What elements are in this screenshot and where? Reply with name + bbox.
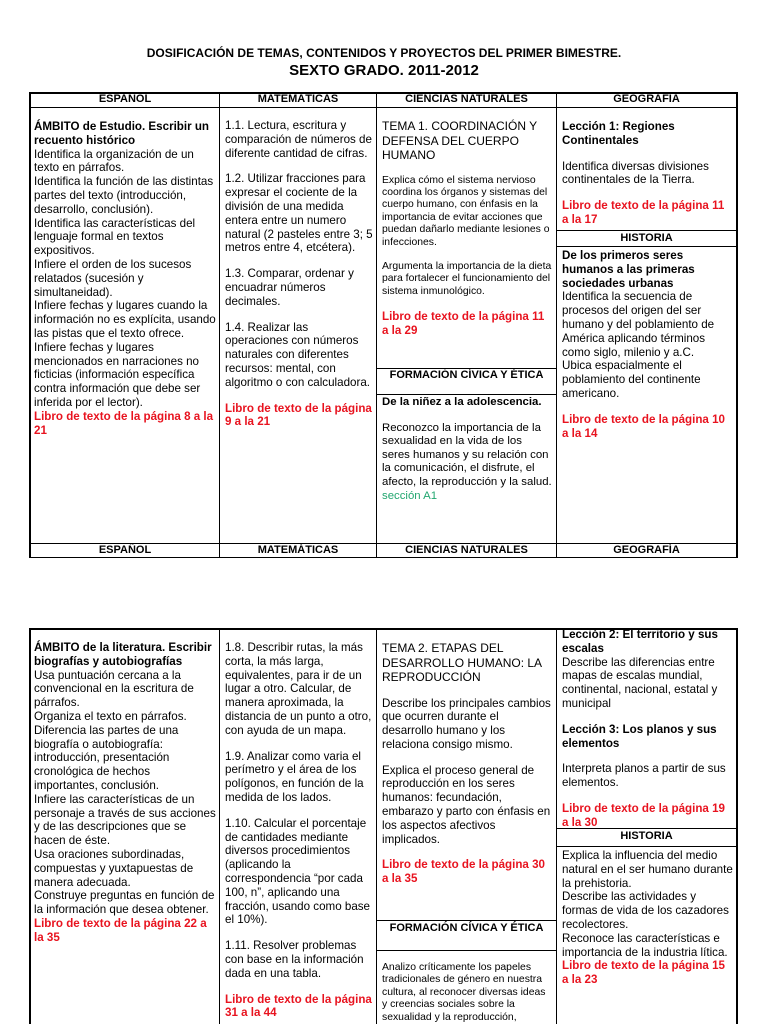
espanol-item: Infiere fechas y lugares cuando la información no es explícita, usando las pistas que el texto ofrece. [34,299,216,340]
espanol-item: Diferencia las partes de una biografía o autobiografía: introducción, presentación cronológica de hechos importantes, conclusión. [34,723,179,792]
ciencias-cell-2 [382,641,552,886]
matematicas-item: 1.8. Describir rutas, la más corta, la más larga, equivalentes, para ir de un lugar a otro. Calcular, de manera aproximada, la distancia de un punto a otro, con ayuda de un mapa. [225,641,372,737]
ciencias-paragraph: Describe los principales cambios que ocurren durante el desarrollo humano y los relaciona consigo mismo. [382,696,551,751]
civica2-top-rule [376,920,557,921]
historia-cell-2 [562,849,734,987]
espanol-item: Usa puntuación cercana a la convencional en la escritura de párrafos. [34,668,194,710]
footer-geografia: GEOGRAFÍA [613,544,680,556]
espanol-heading: ÁMBITO de la literatura. Escribir biografías y autobiografías [34,641,212,668]
footer-matematicas: MATEMÁTICAS [257,544,339,556]
header-ciencias: CIENCIAS NATURALES [405,93,528,105]
matematicas-item: 1.2. Utilizar fracciones para expresar el cociente de la división de una medida entera entre un numero natural (2 pasteles entre 3; 5 metros entre 4, etcétera). [225,172,373,255]
table1-left-border [29,92,31,558]
table2-col-divider-3 [556,628,557,1024]
geografia-heading: Lección 1: Regiones Continentales [562,120,675,147]
historia-header: HISTORIA [620,232,673,244]
geografia-text: Describe las diferencias entre mapas de escalas mundial, continental, nacional, estatal y municipal [562,655,718,710]
ciencias-paragraph: Explica el proceso general de reproducción en los seres humanos: fecundación, embarazo y parto con énfasis en los aspectos afectivos implicados. [382,763,551,846]
espanol-cell-1 [34,120,216,437]
table2-right-border [736,628,738,1024]
espanol-item: Identifica la organización de un texto en párrafos. [34,147,194,175]
espanol-item: Identifica la función de las distintas partes del texto (introducción, desarrollo, conclusión). [34,175,214,216]
matematicas-cell-1 [225,119,373,429]
table1-col-divider-3 [556,92,557,558]
historia1-top-rule [556,230,737,231]
ciencias-paragraph: Explica cómo el sistema nervioso coordina los órganos y sistemas del cuerpo humano, con énfasis en la importancia de evitar acciones que puedan dañarlo mediante lesiones o infecciones. [382,174,550,248]
historia-item: Explica la influencia del medio natural en el ser humano durante la prehistoria. [562,849,733,890]
espanol-item: Construye preguntas en función de la información que desea obtener. [34,889,215,917]
civica-header: FORMACIÓN CÍVICA Y ÉTICA [389,922,544,934]
civica-cell-2 [382,962,552,1024]
matematicas-item: 1.10. Calcular el porcentaje de cantidades mediante diversos procedimientos (aplicando la correspondencia “por cada 100, n”, aplicando una fracción, usando como base el 10%). [225,816,371,927]
geografia-cell-2 [562,628,734,830]
matematicas-item: 1.1. Lectura, escritura y comparación de números de diferente cantidad de cifras. [225,119,372,160]
table1-header-rule [29,107,737,108]
document-subtitle: SEXTO GRADO. 2011-2012 [289,62,479,79]
header-geografia: GEOGRAFÍA [613,93,680,105]
geografia-heading: Lección 3: Los planos y sus elementos [562,722,717,750]
historia-item: Identifica la secuencia de procesos del origen del ser humano y del poblamiento de América aplicando términos como siglo, milenio y a.C. [562,290,715,359]
table1-col-divider-1 [219,92,220,558]
geografia-text: Identifica diversas divisiones continentales de la Tierra. [562,159,709,187]
civica1-bottom-rule [376,394,557,395]
espanol-item: Infiere el orden de los sucesos relatados (sucesión y simultaneidad). [34,257,192,299]
matematicas-item: 1.4. Realizar las operaciones con números naturales con diferentes recursos: mental, con algoritmo o con calculadora. [225,320,371,389]
ciencias-tema: TEMA 1. COORDINACIÓN Y DEFENSA DEL CUERPO HUMANO [382,119,537,162]
table2-left-border [29,628,31,1024]
table2-col-divider-2 [376,628,377,1024]
espanol-cell-2 [34,641,216,945]
historia1-bottom-rule [556,246,737,247]
geografia-text: Interpreta planos a partir de sus elementos. [562,762,726,790]
espanol-item: Infiere las características de un personaje a través de sus acciones y de las descripciones que se hacen de éste. [34,792,216,848]
table2-col-divider-1 [219,628,220,1024]
civica-section: sección A1 [382,489,438,502]
footer-espanol: ESPAÑOL [98,544,152,556]
espanol-item: Identifica las características del lenguaje formal en textos expositivos. [34,216,196,258]
matematicas-item: 1.9. Analizar como varia el perímetro y el área de los polígonos, en función de la medida de los lados. [225,749,364,804]
ciencias-textbook-ref: Libro de texto de la página 30 a la 35 [382,858,545,886]
historia-textbook-ref: Libro de texto de la página 10 a la 14 [562,412,725,440]
matematicas-item: 1.3. Comparar, ordenar y encuadrar números decimales. [225,267,354,308]
espanol-textbook-ref: Libro de texto de la página 8 a la 21 [34,409,214,437]
geografia-textbook-ref: Libro de texto de la página 11 a la 17 [562,199,725,226]
historia-item: Ubica espacialmente el poblamiento del continente americano. [562,359,701,400]
header-matematicas: MATEMÁTICAS [257,93,339,105]
historia-header: HISTORIA [620,830,673,842]
espanol-item: Infiere fechas y lugares mencionados en narraciones no ficticias (información específica contra información que debe ser inferida por el lector). [34,340,201,409]
civica-header: FORMACIÓN CÍVICA Y ÉTICA [389,369,544,381]
historia-item: Describe las actividades y formas de vida de los cazadores recolectores. [562,890,729,931]
geografia-cell-1 [562,120,732,227]
geografia-heading: Lección 2: El territorio y sus escalas [562,628,718,655]
civica-text: Analizo críticamente los papeles tradicionales de género en nuestra cultura, al reconocer diversas ideas y creencias sociales sobre la sexualidad y la reproducción, [382,962,546,1023]
table1-right-border [736,92,738,558]
table1-col-divider-2 [376,92,377,558]
matematicas-item: 1.11. Resolver problemas con base en la información dada en una tabla. [225,939,364,980]
header-espanol: ESPAÑOL [98,93,152,105]
civica2-bottom-rule [376,950,557,951]
civica-heading: De la niñez a la adolescencia. [382,396,542,408]
civica-text: Reconozco la importancia de la sexualidad en la vida de los seres humanos y su relación con la comunicación, el disfrute, el afecto, la reproducción y la salud. [382,421,552,488]
historia-heading: De los primeros seres humanos a las primeras sociedades urbanas [562,249,695,290]
ciencias-paragraph: Argumenta la importancia de la dieta para fortalecer el funcionamiento del sistema inmunológico. [382,260,552,297]
historia2-bottom-rule [556,846,737,847]
espanol-heading: ÁMBITO de Estudio. Escribir un recuento histórico [34,120,209,147]
matematicas-textbook-ref: Libro de texto de la página 9 a la 21 [225,401,372,429]
historia-cell-1 [562,249,734,440]
historia-item: Reconoce las características e importancia de la industria lítica. [562,931,728,959]
ciencias-tema: TEMA 2. ETAPAS DEL DESARROLLO HUMANO: LA REPRODUCCIÓN [382,641,542,684]
espanol-item: Organiza el texto en párrafos. [34,709,187,723]
footer-ciencias: CIENCIAS NATURALES [405,544,528,556]
document-title: DOSIFICACIÓN DE TEMAS, CONTENIDOS Y PROYECTOS DEL PRIMER BIMESTRE. [146,46,622,60]
historia-textbook-ref: Libro de texto de la página 15 a la 23 [562,959,725,987]
ciencias-cell-1 [382,119,552,338]
espanol-item: Usa oraciones subordinadas, compuestas y yuxtapuestas de manera adecuada. [34,847,194,889]
ciencias-textbook-ref: Libro de texto de la página 11 a la 29 [382,310,545,337]
civica-cell-1 [382,396,552,503]
matematicas-cell-2 [225,641,373,1020]
espanol-textbook-ref: Libro de texto de la página 22 a la 35 [34,916,207,944]
matematicas-textbook-ref: Libro de texto de la página 31 a la 44 [225,992,372,1020]
geografia-textbook-ref: Libro de texto de la página 19 a la 30 [562,801,725,829]
